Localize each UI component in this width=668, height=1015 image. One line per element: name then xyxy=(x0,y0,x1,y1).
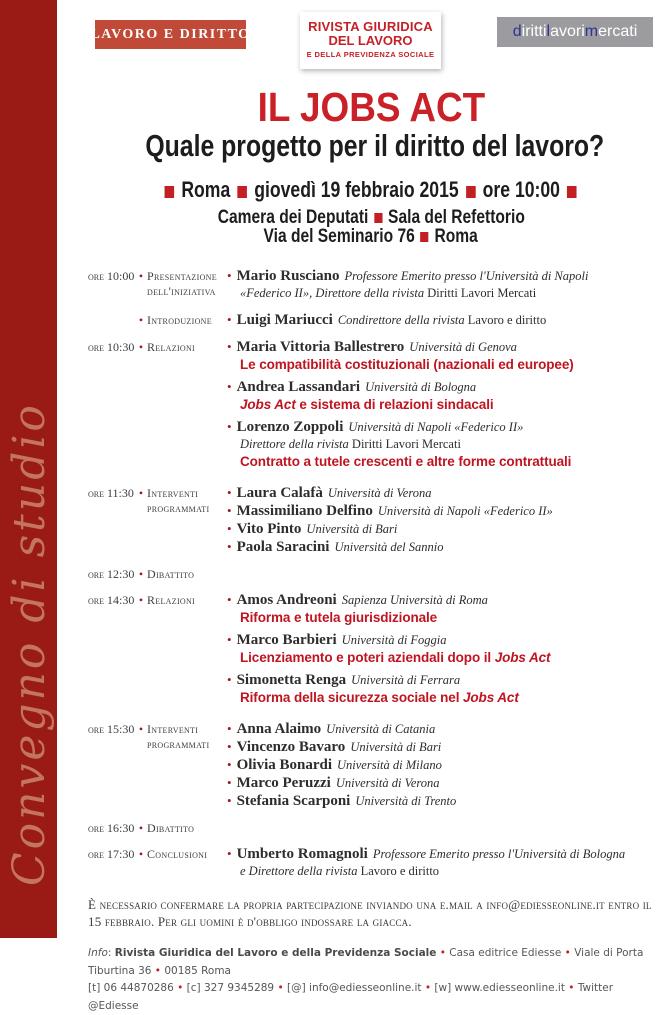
speaker-item xyxy=(227,267,654,302)
talk-title xyxy=(227,356,654,373)
text-segment: Università di Verona xyxy=(335,776,440,790)
text-segment: Twitter @Ediesse xyxy=(88,982,614,1012)
speaker-line xyxy=(227,484,654,502)
rivista-logo-line2: DEL LAVORO xyxy=(328,33,413,48)
speaker-affiliation xyxy=(336,776,440,790)
event-venue-line1 xyxy=(88,208,654,227)
text-segment: Professore Emerito presso l'Università di Bologna xyxy=(372,847,626,861)
program-row xyxy=(88,720,654,810)
program-row xyxy=(88,591,654,711)
talk-title xyxy=(227,453,654,470)
text-segment: Casa editrice Ediesse xyxy=(449,947,562,959)
bullet-icon: • xyxy=(138,722,144,736)
diritti-lavori-mercati-logo xyxy=(497,17,653,47)
bullet-icon: • xyxy=(138,340,144,354)
speaker-line xyxy=(227,502,654,520)
dlm-word xyxy=(547,23,585,40)
text-segment: • xyxy=(274,982,287,994)
speaker-line xyxy=(227,591,654,609)
red-square-icon xyxy=(238,186,248,198)
section-label: Dibattito xyxy=(147,567,195,581)
bullet-icon: • xyxy=(227,379,232,394)
time-label: ore 14:30 xyxy=(88,593,135,607)
program-meta xyxy=(88,845,227,880)
bullet-icon: • xyxy=(227,739,232,754)
text-segment: 00185 Roma xyxy=(164,964,231,977)
date-city: Roma xyxy=(181,177,231,202)
speaker-line xyxy=(227,520,654,538)
section-label: Interventi programmati xyxy=(147,486,210,515)
speaker-name: Simonetta Renga xyxy=(236,672,347,688)
text-segment: «Federico II», Direttore della rivista xyxy=(240,286,428,300)
dlm-word-rest: ercati xyxy=(598,23,638,40)
text-segment: Rivista Giuridica del Lavoro e della Previdenza Sociale xyxy=(114,947,437,959)
text-segment: Università di Ferrara xyxy=(351,673,461,687)
speaker-affiliation-line xyxy=(227,285,654,302)
text-segment: Licenziamento e poteri aziendali dopo il xyxy=(240,650,495,665)
speaker-line xyxy=(227,671,654,689)
program-items xyxy=(227,267,654,302)
speaker-name: Laura Calafà xyxy=(236,485,323,501)
text-segment: [w] www.ediesseonline.it xyxy=(434,982,565,994)
text-segment: Contratto a tutele crescenti e altre forme contrattuali xyxy=(240,454,572,469)
bullet-icon: • xyxy=(227,846,232,861)
time-label: ore 10:00 xyxy=(88,269,135,283)
speaker-item xyxy=(227,738,654,756)
bullet-icon: • xyxy=(227,592,232,607)
speaker-name: Maria Vittoria Ballestrero xyxy=(236,339,405,355)
program-meta xyxy=(88,720,227,810)
speaker-affiliation xyxy=(350,740,441,754)
time-label: ore 12:30 xyxy=(88,567,135,581)
text-segment: Diritti Lavori Mercati xyxy=(351,437,461,451)
talk-title xyxy=(227,609,654,626)
speaker-name: Luigi Mariucci xyxy=(236,312,333,328)
red-square-icon xyxy=(374,213,382,223)
program-items xyxy=(227,591,654,711)
speaker-affiliation xyxy=(342,633,447,647)
speaker-name: Massimiliano Delfino xyxy=(236,503,373,519)
text-segment: Professore Emerito presso l'Università di Napoli xyxy=(344,269,589,283)
speaker-name: Paola Saracini xyxy=(236,539,330,555)
program-meta xyxy=(88,591,227,711)
text-segment: Condirettore della rivista xyxy=(337,313,468,327)
text-segment: [c] 327 9345289 xyxy=(186,982,275,994)
speaker-item xyxy=(227,502,654,520)
text-segment: Università di Catania xyxy=(326,722,436,736)
program-items xyxy=(227,338,654,475)
program xyxy=(88,267,654,880)
text-segment: • xyxy=(564,982,578,994)
event-date-line xyxy=(88,178,654,202)
program-meta xyxy=(88,338,227,475)
speaker-affiliation xyxy=(409,340,517,354)
speaker-name: Lorenzo Zoppoli xyxy=(236,419,344,435)
text-segment: Jobs Act xyxy=(463,690,519,705)
text-segment: Università del Sannio xyxy=(334,540,444,554)
bullet-icon: • xyxy=(227,268,232,283)
program-items xyxy=(227,720,654,810)
rivista-giuridica-logo xyxy=(300,12,441,69)
rivista-logo-line3: E DELLA PREVIDENZA SOCIALE xyxy=(306,50,435,59)
speaker-line xyxy=(227,720,654,738)
bullet-icon: • xyxy=(138,847,144,861)
text-segment: Università di Milano xyxy=(337,758,442,772)
speaker-name: Marco Barbieri xyxy=(236,632,337,648)
text-segment: Lavoro e diritto xyxy=(360,864,440,878)
speaker-affiliation xyxy=(378,504,553,518)
section-label: Relazioni xyxy=(147,593,196,607)
text-segment: • xyxy=(151,964,165,977)
text-segment: Università di Napoli «Federico II» xyxy=(348,420,524,434)
speaker-item xyxy=(227,338,654,373)
time-label xyxy=(88,313,135,329)
talk-title xyxy=(227,396,654,413)
text-segment: • xyxy=(421,982,435,994)
speaker-affiliation xyxy=(338,313,546,327)
text-segment: Viale di Porta Tiburtina 36 xyxy=(88,947,644,977)
speaker-line xyxy=(227,631,654,649)
text-segment: e Direttore della rivista xyxy=(240,864,361,878)
lavoro-e-diritto-logo xyxy=(90,20,251,49)
speaker-name: Umberto Romagnoli xyxy=(236,846,368,862)
speaker-item xyxy=(227,378,654,413)
venue-line1 xyxy=(217,208,524,227)
section-label: Presentazione dell'iniziativa xyxy=(147,269,217,298)
speaker-item xyxy=(227,671,654,706)
speaker-item xyxy=(227,520,654,538)
speaker-item xyxy=(227,792,654,810)
program-meta xyxy=(88,311,227,329)
speaker-item xyxy=(227,756,654,774)
text-segment: [@] info@ediesseonline.it xyxy=(287,982,422,994)
footer xyxy=(88,945,654,1015)
dlm-word-initial: m xyxy=(584,23,599,40)
dlm-word xyxy=(585,23,637,40)
program-row xyxy=(88,267,654,302)
event-subtitle: Quale progetto per il diritto del lavoro? xyxy=(145,128,605,163)
time-label: ore 11:30 xyxy=(88,486,134,500)
red-square-icon xyxy=(568,186,578,198)
bullet-icon: • xyxy=(227,539,232,554)
bullet-icon: • xyxy=(227,485,232,500)
bullet-icon: • xyxy=(138,821,144,835)
speaker-name: Vincenzo Bavaro xyxy=(236,739,346,755)
venue-line2 xyxy=(264,227,478,246)
speaker-affiliation xyxy=(342,593,488,607)
vertical-event-type-label: Convegno di studio xyxy=(4,402,55,886)
speaker-affiliation xyxy=(326,722,435,736)
text-segment: • xyxy=(561,947,575,959)
speaker-name: Amos Andreoni xyxy=(236,592,337,608)
text-segment: Università di Trento xyxy=(355,794,457,808)
speaker-affiliation xyxy=(373,847,625,861)
dlm-word-initial: d xyxy=(512,23,522,40)
speaker-item xyxy=(227,538,654,556)
bullet-icon: • xyxy=(138,313,144,327)
text-segment: [t] 06 44870286 xyxy=(88,982,174,994)
program-meta xyxy=(88,565,227,582)
bullet-icon: • xyxy=(227,632,232,647)
speaker-affiliation-line xyxy=(227,436,654,453)
text-segment: Università di Bari xyxy=(350,740,442,754)
speaker-line xyxy=(227,311,654,329)
program-items xyxy=(227,565,654,582)
text-segment: e sistema di relazioni sindacali xyxy=(295,397,494,412)
speaker-affiliation xyxy=(306,522,397,536)
bullet-icon: • xyxy=(227,521,232,536)
date-time: ore 10:00 xyxy=(483,177,561,202)
event-title: IL JOBS ACT xyxy=(257,84,485,130)
program-meta xyxy=(88,819,227,836)
red-square-icon xyxy=(421,232,429,242)
program-row xyxy=(88,819,654,836)
speaker-item xyxy=(227,631,654,666)
dlm-word-rest: iritti xyxy=(521,23,547,40)
speaker-line xyxy=(227,538,654,556)
time-label: ore 16:30 xyxy=(88,821,135,835)
text-segment: Jobs Act xyxy=(494,650,551,665)
bullet-icon: • xyxy=(227,503,232,518)
speaker-line xyxy=(227,267,654,285)
speaker-name: Stefania Scarponi xyxy=(236,793,351,809)
text-segment: Università di Bologna xyxy=(365,380,477,394)
bullet-icon: • xyxy=(227,672,232,687)
speaker-affiliation xyxy=(337,758,442,772)
date-value: giovedì 19 febbraio 2015 xyxy=(254,177,460,202)
dlm-word xyxy=(513,23,547,40)
text-segment: Riforma della sicurezza sociale nel xyxy=(240,690,463,705)
bullet-icon: • xyxy=(138,486,144,500)
speaker-item xyxy=(227,720,654,738)
speaker-item xyxy=(227,845,654,880)
bullet-icon: • xyxy=(227,419,232,434)
program-meta xyxy=(88,484,227,556)
text-segment: Università di Verona xyxy=(327,486,432,500)
red-square-icon xyxy=(165,186,175,198)
speaker-item xyxy=(227,591,654,626)
speaker-affiliation xyxy=(351,673,460,687)
bullet-icon: • xyxy=(227,757,232,772)
speaker-line xyxy=(227,756,654,774)
rivista-logo-line1: RIVISTA GIURIDICA xyxy=(308,19,433,34)
bullet-icon: • xyxy=(227,793,232,808)
time-label: ore 10:30 xyxy=(88,340,135,354)
venue-room: Sala del Refettorio xyxy=(387,207,525,228)
red-square-icon xyxy=(466,186,476,198)
footer-line2 xyxy=(88,980,654,1015)
talk-title xyxy=(227,689,654,706)
speaker-affiliation xyxy=(328,486,432,500)
program-items xyxy=(227,311,654,329)
speaker-affiliation-line xyxy=(227,863,654,880)
section-label: Conclusioni xyxy=(147,847,208,861)
text-segment: Sapienza Università di Roma xyxy=(341,593,488,607)
bullet-icon: • xyxy=(138,567,144,581)
text-segment: Lavoro e diritto xyxy=(467,313,547,327)
section-label: Relazioni xyxy=(147,340,196,354)
text-segment: Università di Napoli «Federico II» xyxy=(377,504,553,518)
text-segment: Info xyxy=(88,947,108,959)
venue-city: Roma xyxy=(434,226,479,247)
speaker-affiliation xyxy=(365,380,476,394)
speaker-item xyxy=(227,418,654,470)
speaker-affiliation xyxy=(344,269,588,283)
text-segment: • xyxy=(173,982,187,994)
talk-title xyxy=(227,649,654,666)
lavoro-e-diritto-logo-text: LAVORO E DIRITTO xyxy=(90,26,251,42)
text-segment: Università di Bari xyxy=(306,522,398,536)
speaker-item xyxy=(227,484,654,502)
text-segment: Diritti Lavori Mercati xyxy=(427,286,537,300)
bullet-icon: • xyxy=(227,721,232,736)
bullet-icon: • xyxy=(227,339,232,354)
time-label: ore 15:30 xyxy=(88,722,135,736)
speaker-affiliation xyxy=(355,794,456,808)
main-column xyxy=(88,86,654,1015)
text-segment: Direttore della rivista xyxy=(240,437,352,451)
speaker-name: Marco Peruzzi xyxy=(236,775,331,791)
speaker-line xyxy=(227,774,654,792)
text-segment: : xyxy=(107,947,115,959)
dlm-word-initial: l xyxy=(546,23,551,40)
program-row xyxy=(88,845,654,880)
text-segment: Università di Genova xyxy=(409,340,517,354)
bullet-icon: • xyxy=(227,312,232,327)
text-segment: Jobs Act xyxy=(240,397,296,412)
speaker-affiliation xyxy=(334,540,443,554)
section-label: Introduzione xyxy=(147,313,212,327)
program-row xyxy=(88,565,654,582)
rsvp-note: È necessario confermare la propria partecipazione inviando una e.mail a info@ediesseonline.it entro il 15 febbraio. Per gli uomini è d'obbligo indossare la giacca. xyxy=(88,897,652,929)
venue-building: Camera dei Deputati xyxy=(217,207,369,228)
dlm-logo-text xyxy=(513,23,638,41)
venue-street: Via del Seminario 76 xyxy=(263,226,416,247)
speaker-affiliation xyxy=(348,420,523,434)
speaker-name: Mario Rusciano xyxy=(236,268,340,284)
program-items xyxy=(227,845,654,880)
program-row xyxy=(88,311,654,329)
speaker-line xyxy=(227,738,654,756)
speaker-item xyxy=(227,311,654,329)
speaker-name: Olivia Bonardi xyxy=(236,757,332,773)
speaker-name: Anna Alaimo xyxy=(236,721,322,737)
dlm-word-rest: avori xyxy=(550,23,585,40)
speaker-item xyxy=(227,774,654,792)
section-label: Dibattito xyxy=(147,821,195,835)
speaker-line xyxy=(227,792,654,810)
speaker-name: Andrea Lassandari xyxy=(236,379,361,395)
speaker-line xyxy=(227,845,654,863)
date-line xyxy=(158,178,585,202)
text-segment: Università di Foggia xyxy=(341,633,447,647)
speaker-line xyxy=(227,378,654,396)
program-row xyxy=(88,338,654,475)
bullet-icon: • xyxy=(227,775,232,790)
program-meta xyxy=(88,267,227,302)
speaker-line xyxy=(227,338,654,356)
text-segment: Le compatibilità costituzionali (nazionali ed europee) xyxy=(240,357,574,372)
program-items xyxy=(227,819,654,836)
speaker-name: Vito Pinto xyxy=(236,521,302,537)
bullet-icon: • xyxy=(138,269,144,283)
section-label: Interventi programmati xyxy=(147,722,210,751)
bullet-icon: • xyxy=(138,593,144,607)
time-label: ore 17:30 xyxy=(88,847,135,861)
speaker-line xyxy=(227,418,654,436)
text-segment: Riforma e tutela giurisdizionale xyxy=(240,610,438,625)
event-venue-line2 xyxy=(88,227,654,246)
text-segment: • xyxy=(436,947,450,959)
program-row xyxy=(88,484,654,556)
program-items xyxy=(227,484,654,556)
footer-line1 xyxy=(88,945,654,980)
